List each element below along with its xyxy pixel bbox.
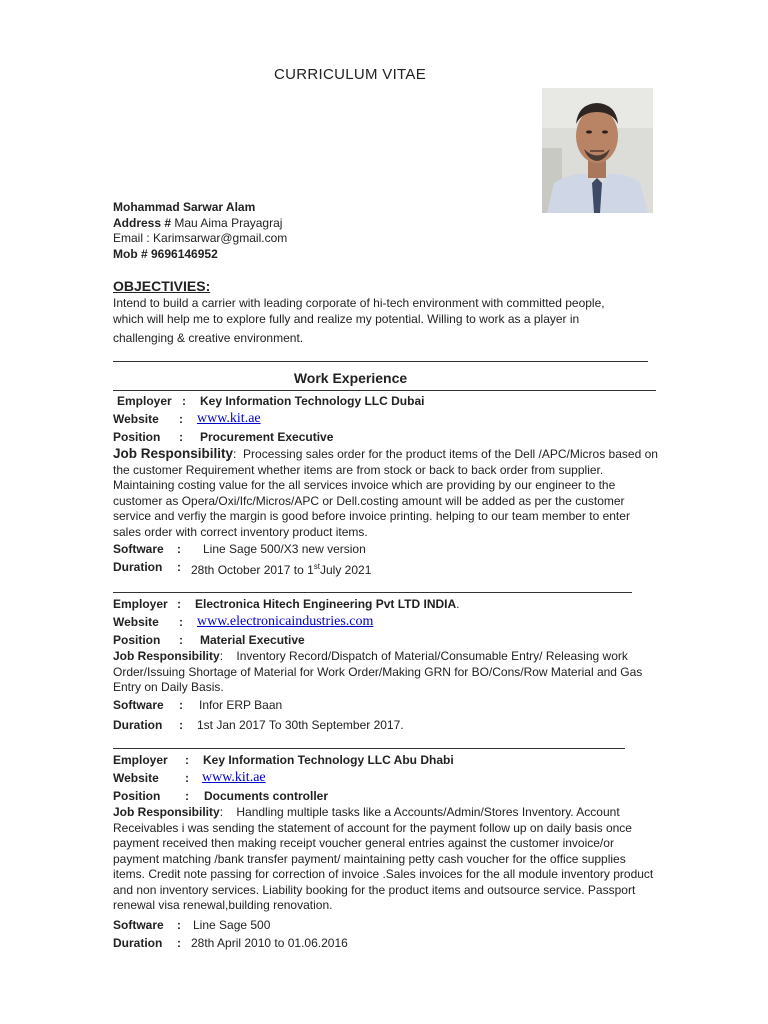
position-title: Procurement Executive bbox=[200, 430, 334, 444]
duration-row: Duration : 1st Jan 2017 To 30th September 2017. bbox=[113, 717, 404, 732]
objectives-heading: OBJECTIVIES: bbox=[113, 278, 211, 294]
address-line: Address # Mau Aima Prayagraj bbox=[113, 215, 283, 230]
website-link[interactable]: www.electronicaindustries.com bbox=[197, 614, 374, 629]
website-row: Website : www.kit.ae bbox=[113, 411, 261, 426]
software-row: Software : Line Sage 500/X3 new version bbox=[113, 542, 366, 556]
duration-row: Duration : 28th October 2017 to 1stJuly 2021 bbox=[113, 560, 372, 577]
job-entry bbox=[113, 751, 658, 952]
employer-name: Key Information Technology LLC Dubai bbox=[200, 394, 425, 408]
divider bbox=[113, 390, 656, 391]
employer-row: Employer : Key Information Technology LLC Dubai bbox=[117, 394, 425, 408]
employer-row: Employer : Key Information Technology LLC Abu Dhabi bbox=[113, 753, 454, 767]
position-row: Position : Procurement Executive bbox=[113, 430, 334, 444]
position-row: Position : Documents controller bbox=[113, 789, 329, 803]
email-line: Email : Karimsarwar@gmail.com bbox=[113, 231, 288, 245]
profile-photo bbox=[542, 88, 653, 213]
document-title: CURRICULUM VITAE bbox=[273, 66, 427, 83]
job-entry bbox=[113, 392, 658, 579]
candidate-name: Mohammad Sarwar Alam bbox=[113, 200, 256, 214]
work-experience-heading: Work Experience bbox=[293, 370, 408, 386]
position-title: Material Executive bbox=[200, 633, 305, 647]
job-responsibility: Job Responsibility: Processing sales order for the product items of the Dell /APC/Micros based on the customer Requirement whether items are from stock or back to back order from supplier. Maintaining costing value for the all services invoice which are providing by our engineer to the customer as Opera/Oxi/Ifc/Micros/APC or Dell.costing amount will be added as per the customer service and verfiy the margin is good before invoice printing. helping to our team member to enter sales order with correct inventory product items. bbox=[113, 446, 658, 539]
contact-block bbox=[113, 200, 287, 262]
objectives-text: Intend to build a carrier with leading corporate of hi-tech environment with committed people, which will help me to explore fully and realize my potential. Willing to work as a player in challenging & creative environment. bbox=[113, 296, 605, 345]
website-row: Website : www.kit.ae bbox=[113, 770, 266, 785]
employer-name: Key Information Technology LLC Abu Dhabi bbox=[203, 753, 454, 767]
website-link[interactable]: www.kit.ae bbox=[197, 411, 261, 426]
job-responsibility: Job Responsibility: Inventory Record/Dispatch of Material/Consumable Entry/ Releasing work Order/Issuing Shortage of Material for Work Order/Making GRN for BO/Cons/Row Material and Gas Entry on Daily Basis. bbox=[113, 649, 643, 694]
software-row: Software : Line Sage 500 bbox=[113, 917, 271, 932]
position-title: Documents controller bbox=[204, 789, 329, 803]
software-row: Software : Infor ERP Baan bbox=[113, 697, 283, 712]
website-row: Website : www.electronicaindustries.com bbox=[113, 614, 374, 629]
divider bbox=[113, 592, 632, 593]
employer-row: Employer : Electronica Hitech Engineering Pvt LTD INDIA. bbox=[113, 597, 460, 611]
job-entry bbox=[113, 595, 658, 734]
employer-name: Electronica Hitech Engineering Pvt LTD INDIA bbox=[195, 597, 457, 611]
position-row: Position : Material Executive bbox=[113, 633, 305, 647]
divider bbox=[113, 748, 625, 749]
mobile-line: Mob # 9696146952 bbox=[113, 246, 218, 261]
job-responsibility: Job Responsibility: Handling multiple tasks like a Accounts/Admin/Stores Inventory. Account Receivables i was sending the statement of account for the payment follow up on daily basis once payment received then making receipt voucher general entries against the customer invoice/or payment matching /bank transfer payment/ maintaining petty cash voucher for the office supplies items. Credit note passing for correction of invoice .Sales invoices for the all module inventory product and non inventory services. Liability booking for the product items and outsource service. Passport renewal visa renewal,building renovation. bbox=[113, 805, 654, 912]
divider bbox=[113, 361, 648, 362]
duration-row: Duration : 28th April 2010 to 01.06.2016 bbox=[113, 935, 348, 950]
website-link[interactable]: www.kit.ae bbox=[202, 770, 266, 785]
